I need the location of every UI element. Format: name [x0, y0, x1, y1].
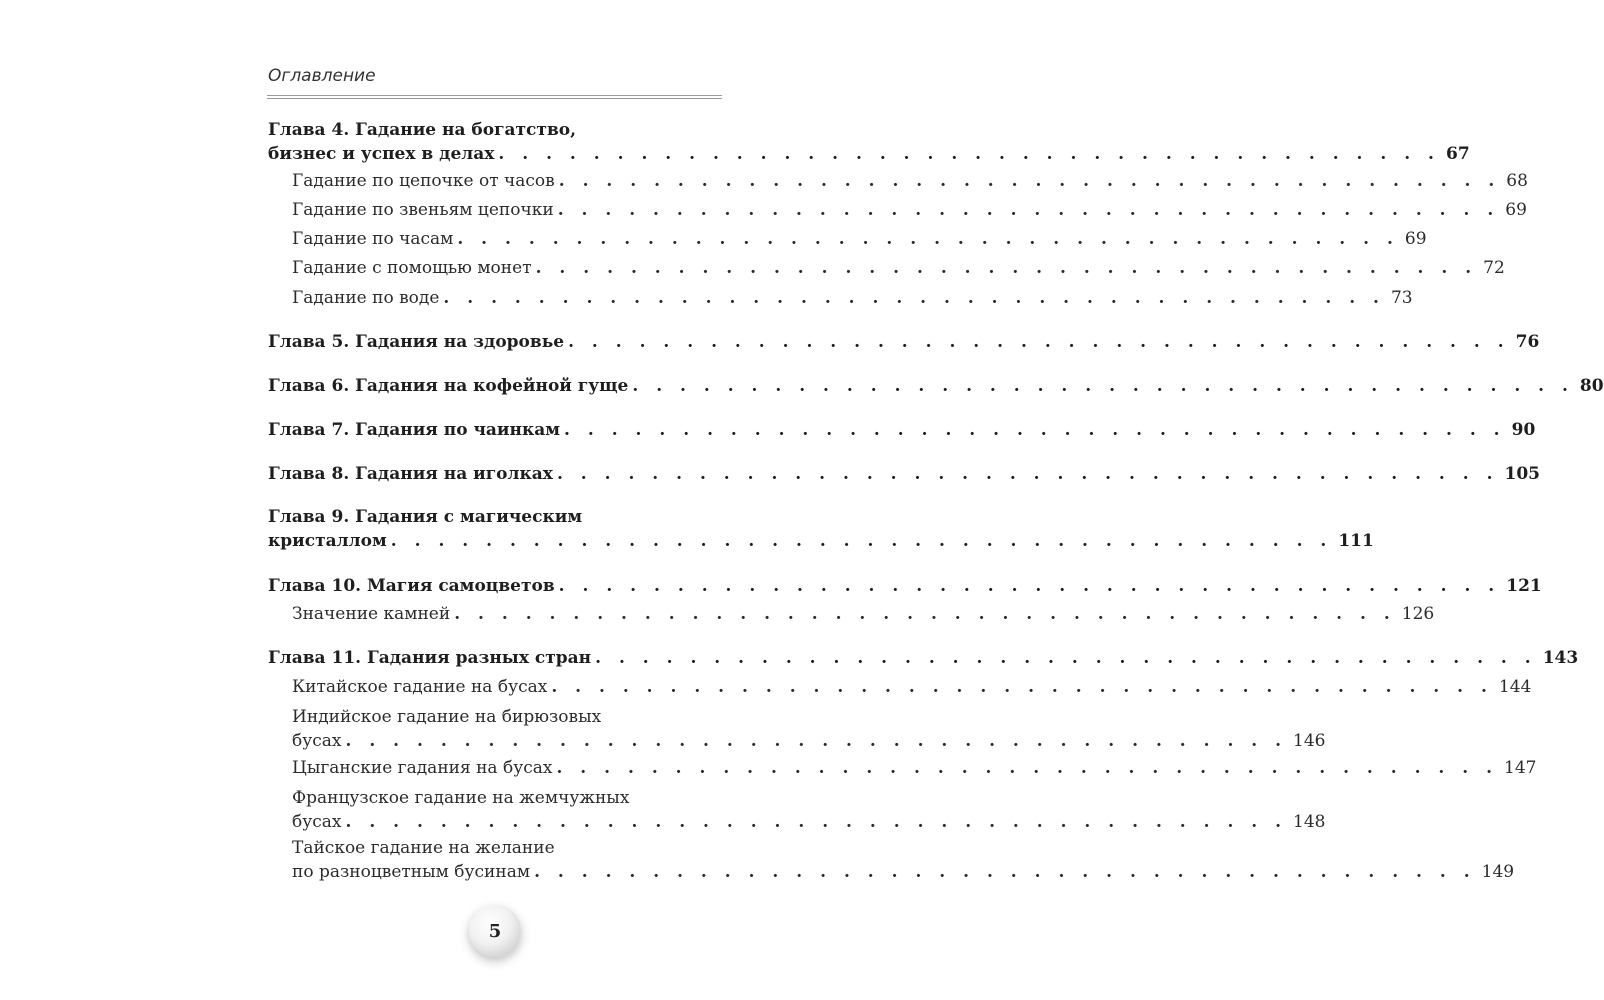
- toc-section-entry: [292, 227, 1427, 251]
- toc-entry-page: 69: [1404, 229, 1427, 249]
- toc-entry-title: Гадание с помощью монет: [292, 258, 532, 278]
- dot-leader: . . . . . . . . . . . . . . . . . . . . . . . . . . . . . . . . . . . . . . . .: [390, 531, 1333, 551]
- dot-leader: . . . . . . . . . . . . . . . . . . . . . . . . . . . . . . . . . . . . . . . .: [534, 862, 1476, 882]
- dot-leader: . . . . . . . . . . . . . . . . . . . . . . . . . . . . . . . . . . . . . . . .: [564, 420, 1506, 440]
- toc-entry-title-line1: Индийское гадание на бирюзовых: [292, 707, 602, 727]
- toc-entry-title: Китайское гадание на бусах: [292, 677, 548, 697]
- toc-entry-title: по разноцветным бусинам: [292, 862, 531, 882]
- running-header: Оглавление: [268, 66, 376, 86]
- toc-section-entry: [292, 756, 1537, 780]
- toc-chapter-entry: [268, 374, 1604, 398]
- toc-entry-page: 105: [1504, 464, 1540, 484]
- toc-entry-line: [292, 729, 1326, 753]
- toc-entry-line: [292, 198, 1527, 222]
- dot-leader: . . . . . . . . . . . . . . . . . . . . . . . . . . . . . . . . . . . . . . . .: [595, 648, 1537, 668]
- toc-entry-page: 144: [1498, 677, 1532, 697]
- dot-leader: . . . . . . . . . . . . . . . . . . . . . . . . . . . . . . . . . . . . . . . .: [345, 731, 1288, 751]
- dot-leader: . . . . . . . . . . . . . . . . . . . . . . . . . . . . . . . . . . . . . . . .: [345, 812, 1288, 832]
- toc-entry-title: Глава 5. Гадания на здоровье: [268, 332, 565, 352]
- toc-entry-page: 72: [1483, 258, 1505, 278]
- toc-entry-page: 148: [1293, 812, 1326, 832]
- dot-leader: . . . . . . . . . . . . . . . . . . . . . . . . . . . . . . . . . . . . . . . .: [556, 464, 1499, 484]
- dot-leader: . . . . . . . . . . . . . . . . . . . . . . . . . . . . . . . . . . . . . . . .: [568, 332, 1510, 352]
- toc-chapter-entry: [268, 646, 1579, 670]
- dot-leader: . . . . . . . . . . . . . . . . . . . . . . . . . . . . . . . . . . . . . . . .: [556, 758, 1499, 778]
- toc-entry-title: Гадание по часам: [292, 229, 454, 249]
- header-rule-bottom: [267, 98, 722, 99]
- toc-entry-line: [292, 810, 1326, 834]
- toc-entry-page: 149: [1481, 862, 1515, 882]
- toc-entry-title-line1: Французское гадание на жемчужных: [292, 788, 630, 808]
- toc-section-entry: [292, 675, 1532, 699]
- toc-entry-line: [268, 374, 1604, 398]
- dot-leader: . . . . . . . . . . . . . . . . . . . . . . . . . . . . . . . . . . . . . . . .: [443, 288, 1385, 308]
- toc-section-entry: [292, 169, 1528, 193]
- toc-entry-page: 126: [1401, 604, 1435, 624]
- toc-entry-page: 80: [1579, 376, 1604, 396]
- toc-entry-line: [292, 286, 1413, 310]
- toc-section-entry: [292, 705, 1326, 753]
- toc-entry-line: [268, 330, 1540, 354]
- dot-leader: . . . . . . . . . . . . . . . . . . . . . . . . . . . . . . . . . . . . . . . .: [632, 376, 1574, 396]
- dot-leader: . . . . . . . . . . . . . . . . . . . . . . . . . . . . . . . . . . . . . . . .: [454, 604, 1396, 624]
- toc-section-entry: [292, 602, 1435, 626]
- header-rule-top: [267, 95, 722, 96]
- toc-entry-page: 121: [1506, 576, 1542, 596]
- toc-chapter-entry: [268, 418, 1536, 442]
- toc-entry-line: [292, 602, 1435, 626]
- toc-entry-page: 68: [1506, 171, 1528, 191]
- toc-entry-page: 67: [1445, 144, 1470, 164]
- dot-leader: . . . . . . . . . . . . . . . . . . . . . . . . . . . . . . . . . . . . . . . .: [535, 258, 1478, 278]
- toc-chapter-entry: [268, 505, 1374, 553]
- dot-leader: . . . . . . . . . . . . . . . . . . . . . . . . . . . . . . . . . . . . . . . .: [457, 229, 1399, 249]
- toc-entry-line: [268, 646, 1579, 670]
- toc-entry-page: 111: [1338, 531, 1374, 551]
- toc-entry-line: [292, 756, 1537, 780]
- toc-entry-line: [292, 169, 1528, 193]
- toc-entry-title: Глава 10. Магия самоцветов: [268, 576, 555, 596]
- toc-chapter-entry: [268, 330, 1540, 354]
- toc-entry-title: Глава 11. Гадания разных стран: [268, 648, 592, 668]
- toc-entry-line: [268, 142, 1470, 166]
- toc-entry-page: 146: [1293, 731, 1326, 751]
- toc-section-entry: [292, 836, 1515, 884]
- toc-entry-title: Глава 7. Гадания по чаинкам: [268, 420, 561, 440]
- toc-entry-title: кристаллом: [268, 531, 387, 551]
- dot-leader: . . . . . . . . . . . . . . . . . . . . . . . . . . . . . . . . . . . . . . . .: [551, 677, 1493, 697]
- toc-chapter-entry: [268, 462, 1540, 486]
- toc-entry-title: Глава 8. Гадания на иголках: [268, 464, 553, 484]
- toc-entry-title-line1: Тайское гадание на желание: [292, 838, 555, 858]
- toc-entry-line: [268, 529, 1374, 553]
- toc-entry-page: 69: [1505, 200, 1527, 220]
- toc-entry-title: Цыганские гадания на бусах: [292, 758, 553, 778]
- toc-entry-page: 76: [1515, 332, 1540, 352]
- toc-section-entry: [292, 198, 1527, 222]
- toc-entry-page: 147: [1504, 758, 1537, 778]
- dot-leader: . . . . . . . . . . . . . . . . . . . . . . . . . . . . . . . . . . . . . . . .: [498, 144, 1440, 164]
- toc-entry-line: [268, 418, 1536, 442]
- toc-entry-title: Гадание по воде: [292, 288, 440, 308]
- toc-entry-title: Глава 6. Гадания на кофейной гуще: [268, 376, 629, 396]
- toc-entry-title: бусах: [292, 812, 342, 832]
- toc-entry-line: [292, 675, 1532, 699]
- toc-entry-line: [292, 860, 1515, 884]
- dot-leader: . . . . . . . . . . . . . . . . . . . . . . . . . . . . . . . . . . . . . . . .: [558, 576, 1501, 596]
- toc-entry-title-line1: Глава 4. Гадание на богатство,: [268, 120, 577, 140]
- toc-entry-page: 90: [1511, 420, 1536, 440]
- toc-entry-title: Гадание по цепочке от часов: [292, 171, 555, 191]
- toc-entry-page: 73: [1390, 288, 1413, 308]
- page-number: 5: [488, 920, 502, 942]
- toc-entry-line: [268, 462, 1540, 486]
- dot-leader: . . . . . . . . . . . . . . . . . . . . . . . . . . . . . . . . . . . . . . . .: [557, 200, 1500, 220]
- toc-entry-title: бизнес и успех в делах: [268, 144, 495, 164]
- toc-entry-line: [268, 574, 1542, 598]
- toc-section-entry: [292, 256, 1505, 280]
- page-number-badge: [469, 905, 521, 957]
- toc-entry-line: [292, 256, 1505, 280]
- toc-entry-page: 143: [1542, 648, 1579, 668]
- toc-entry-title: Значение камней: [292, 604, 451, 624]
- toc-section-entry: [292, 786, 1326, 834]
- toc-entry-title-line1: Глава 9. Гадания с магическим: [268, 507, 583, 527]
- toc-section-entry: [292, 286, 1413, 310]
- toc-entry-title: Гадание по звеньям цепочки: [292, 200, 554, 220]
- toc-chapter-entry: [268, 118, 1470, 166]
- toc-chapter-entry: [268, 574, 1542, 598]
- toc-entry-title: бусах: [292, 731, 342, 751]
- toc-entry-line: [292, 227, 1427, 251]
- dot-leader: . . . . . . . . . . . . . . . . . . . . . . . . . . . . . . . . . . . . . . . .: [558, 171, 1501, 191]
